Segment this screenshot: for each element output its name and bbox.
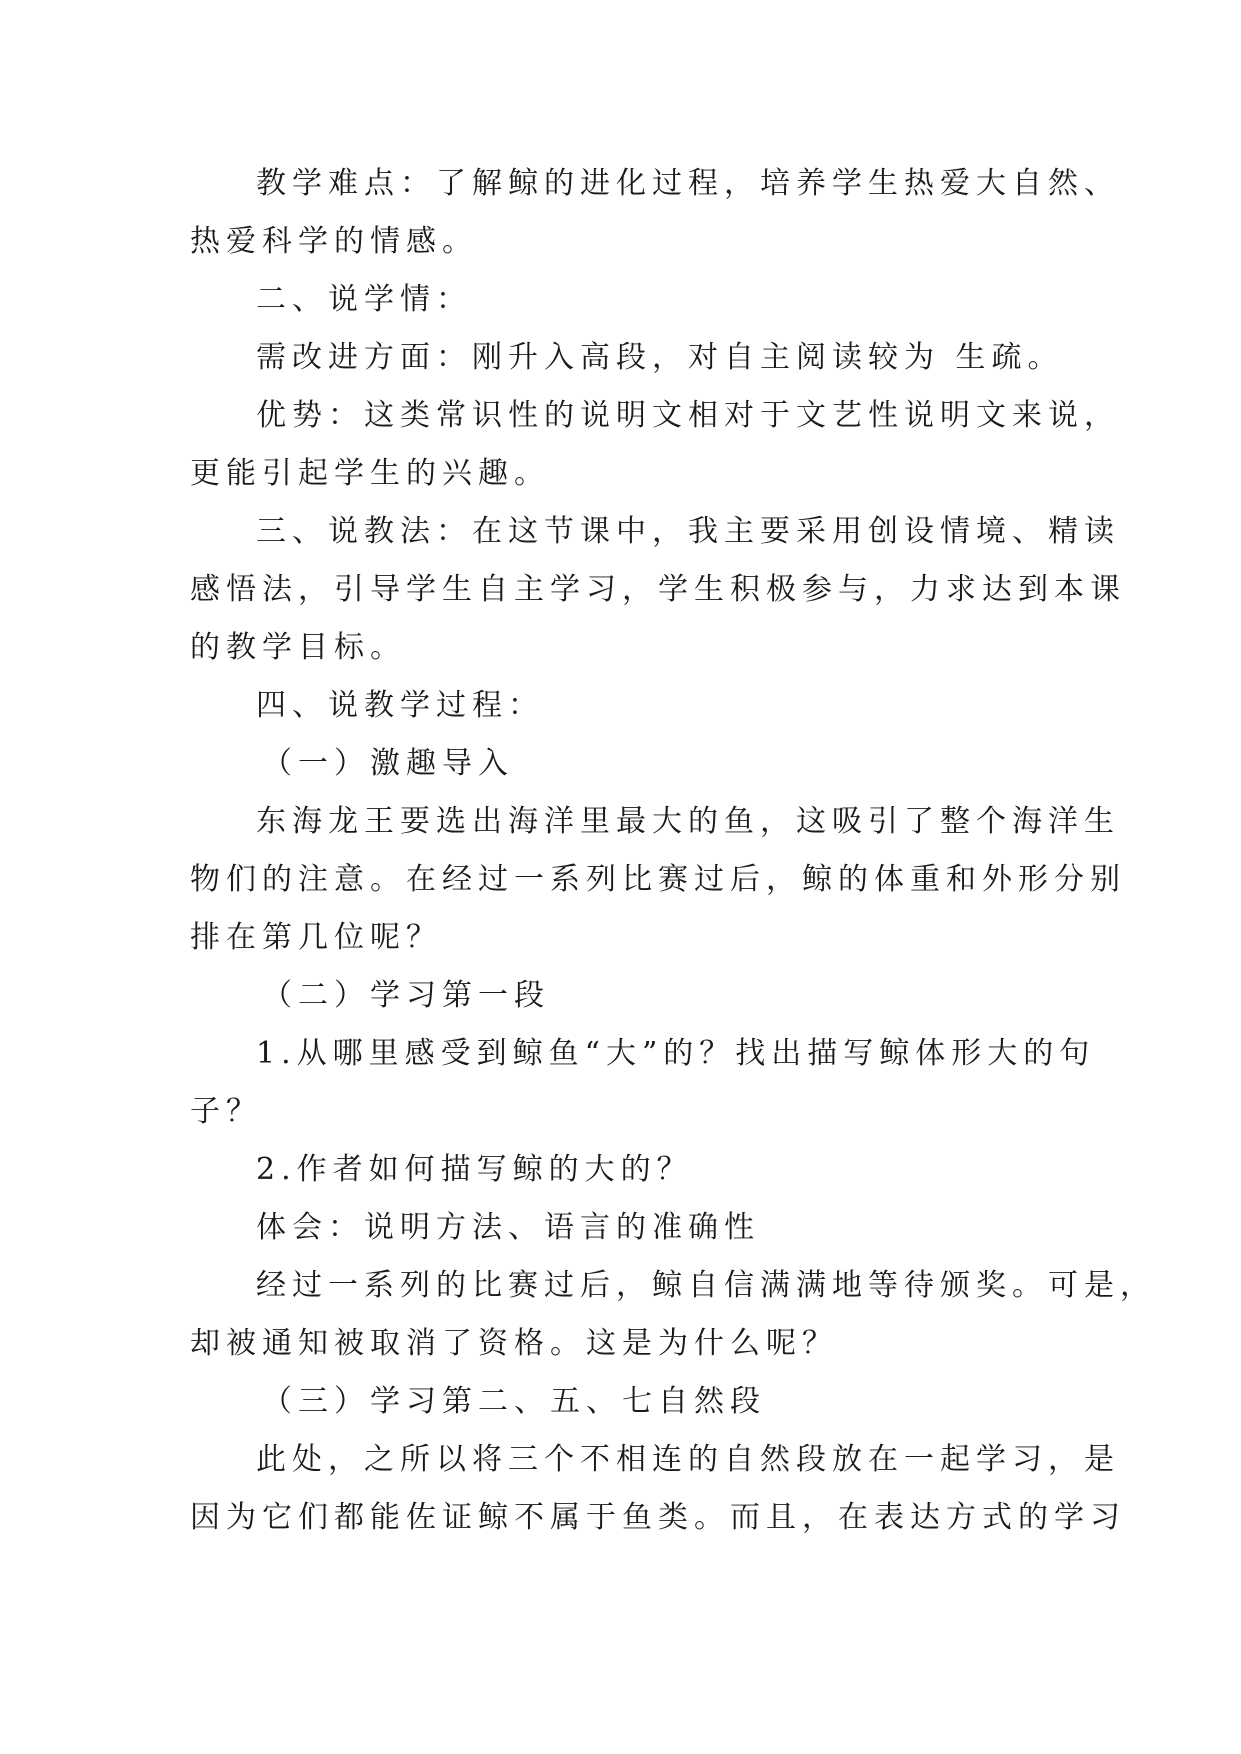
paragraph-line: 需改进方面：刚升入高段，对自主阅读较为 生疏。 [256,340,1064,375]
paragraph-line: 因为它们都能佐证鲸不属于鱼类。而且，在表达方式的学习 [190,1500,1126,1535]
document-body [190,155,1156,1547]
numbered-item: 2.作者如何描写鲸的大的？ [256,1152,693,1187]
paragraph-line: 东海龙王要选出海洋里最大的鱼，这吸引了整个海洋生 [256,804,1120,839]
paragraph-line: 热爱科学的情感。 [190,224,478,259]
subsection-heading: （一）激趣导入 [262,746,514,781]
section-heading: 四、说教学过程： [256,688,544,723]
paragraph-line: 体会：说明方法、语言的准确性 [256,1210,760,1245]
paragraph-line: 物们的注意。在经过一系列比赛过后，鲸的体重和外形分别 [190,862,1126,897]
paragraph-line: 教学难点：了解鲸的进化过程，培养学生热爱大自然、 [256,166,1120,201]
paragraph-line: 的教学目标。 [190,630,406,665]
paragraph-line: 三、说教法：在这节课中，我主要采用创设情境、精读 [256,514,1120,549]
paragraph-line: 子？ [190,1094,262,1129]
paragraph-line: 却被通知被取消了资格。这是为什么呢？ [190,1326,838,1361]
paragraph-line: 更能引起学生的兴趣。 [190,456,550,491]
paragraph-line: 优势：这类常识性的说明文相对于文艺性说明文来说， [256,398,1120,433]
paragraph-line: 经过一系列的比赛过后，鲸自信满满地等待颁奖。可是， [256,1268,1156,1303]
section-heading: 二、说学情： [256,282,472,317]
subsection-heading: （三）学习第二、五、七自然段 [262,1384,766,1419]
paragraph-line: 排在第几位呢？ [190,920,442,955]
paragraph-line: 感悟法，引导学生自主学习，学生积极参与，力求达到本课 [190,572,1126,607]
paragraph-line: 此处，之所以将三个不相连的自然段放在一起学习，是 [256,1442,1120,1477]
numbered-item: 1.从哪里感受到鲸鱼“大”的？找出描写鲸体形大的句 [256,1036,1096,1071]
subsection-heading: （二）学习第一段 [262,978,550,1013]
